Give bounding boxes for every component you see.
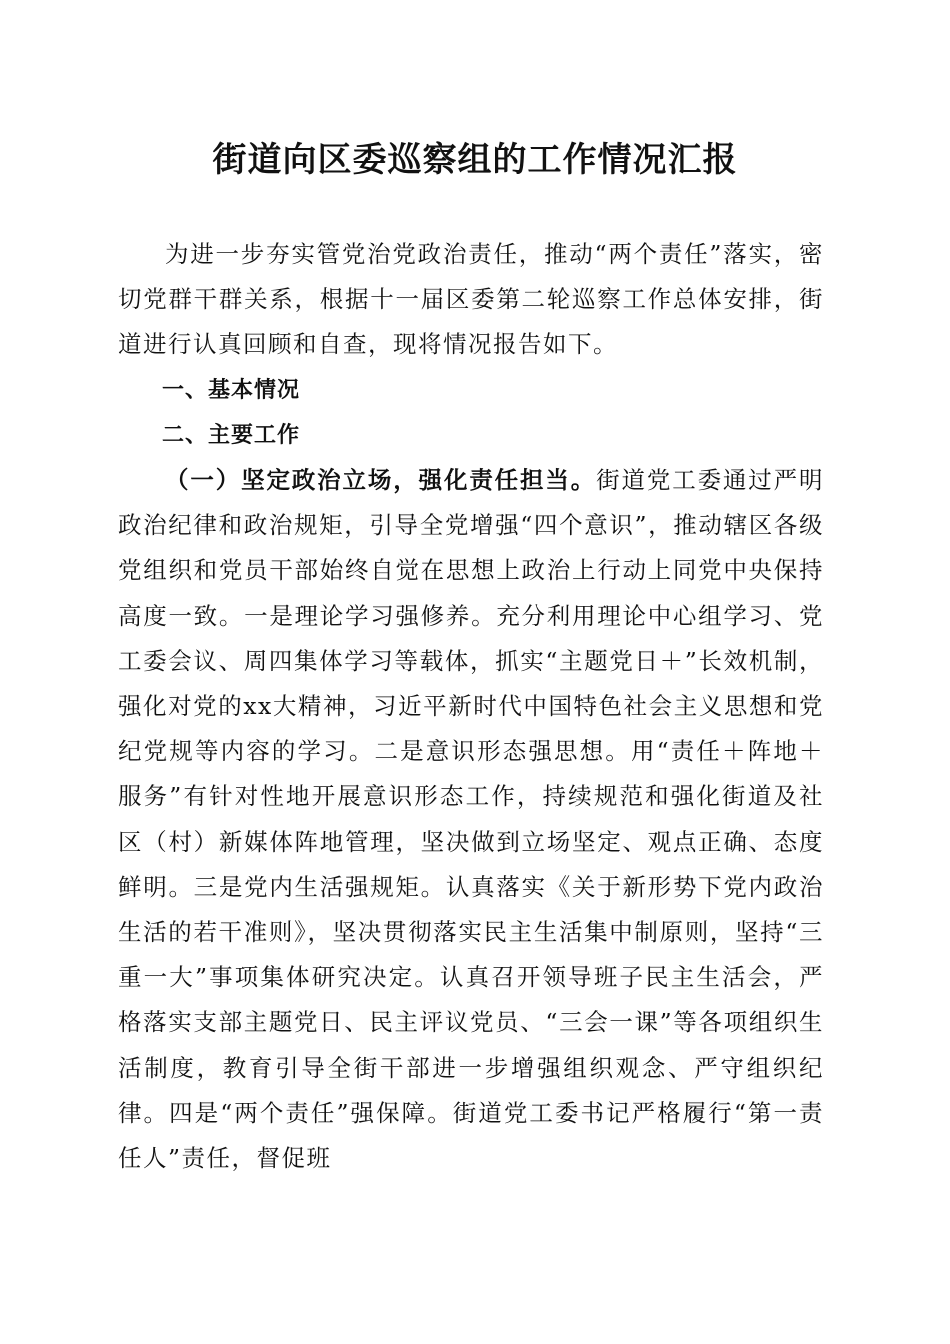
section-heading-basic: 一、基本情况 [162,377,301,403]
subsection-lead: （一）坚定政治立场，强化责任担当。 [165,466,597,495]
intro-paragraph: 为进一步夯实管党治党政治责任，推动“两个责任”落实，密切党群干群关系，根据十一届区委第二轮巡察工作总体安排，街道进行认真回顾和自查，现将情况报告如下。 [118,240,824,359]
subsection-paragraph [118,458,824,1181]
section-heading-main-work: 二、主要工作 [162,422,301,448]
document-title: 街道向区委巡察组的工作情况汇报 [212,140,738,180]
document-body [118,232,824,1181]
subsection-text: 街道党工委通过严明政治纪律和政治规矩，引导全党增强“四个意识”，推动辖区各级党组织和党员干部始终自觉在思想上政治上行动上同党中央保持高度一致。一是理论学习强修养。充分利用理论中心组学习、党工委会议、周四集体学习等载体，抓实“主题党日＋”长效机制，强化对党的xx大精神，习近平新时代中国特色社会主义思想和党纪党规等内容的学习。二是意识形态强思想。用“责任＋阵地＋服务”有针对性地开展意识形态工作，持续规范和强化街道及社区（村）新媒体阵地管理，坚决做到立场坚定、观点正确、态度鲜明。三是党内生活强规矩。认真落实《关于新形势下党内政治生活的若干准则》，坚决贯彻落实民主生活集中制原则，坚持“三重一大”事项集体研究决定。认真召开领导班子民主生活会，严格落实支部主题党日、民主评议党员、“三会一课”等各项组织生活制度，教育引导全街干部进一步增强组织观念、严守组织纪律。四是“两个责任”强保障。街道党工委书记严格履行“第一责任人”责任，督促班 [118,466,825,1173]
